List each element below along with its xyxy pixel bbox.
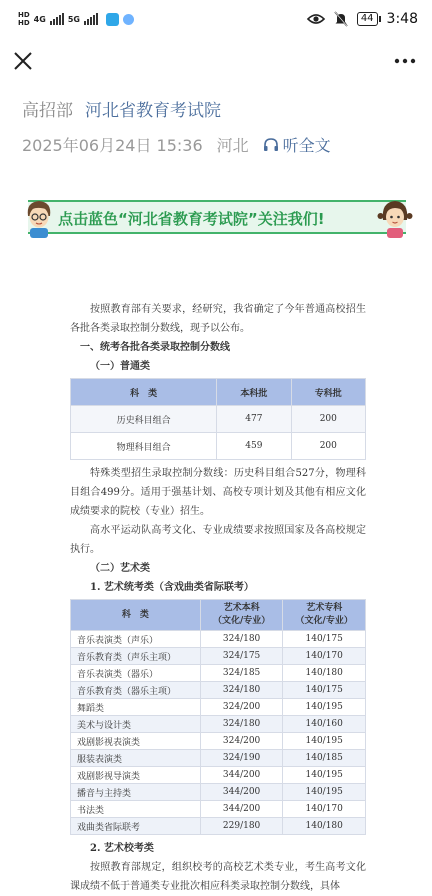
article-header	[22, 96, 422, 156]
boy-avatar-icon	[22, 196, 56, 238]
network-5g-label: 5G	[67, 14, 80, 24]
mute-bell-icon	[334, 11, 348, 27]
art-score-table	[70, 599, 366, 835]
table-cell: 344/200	[200, 767, 283, 784]
outro-paragraph: 按照教育部规定，组织校考的高校艺术类专业，考生高考文化课成绩不低于普通类专业批次相应科类录取控制分数线，具体	[70, 862, 366, 892]
status-bar	[0, 0, 432, 38]
table-cell: 140/175	[283, 682, 366, 699]
hd-indicator: HD HD	[18, 11, 30, 27]
battery-indicator: 44	[357, 12, 378, 26]
table-cell: 音乐教育类（声乐主项）	[71, 648, 201, 665]
account-name-link[interactable]: 河北省教育考试院	[85, 101, 221, 121]
col-header-college: 专科批	[291, 379, 365, 406]
table-cell: 140/195	[283, 733, 366, 750]
art-unified-heading: 1. 艺术统考类（含戏曲类省际联考）	[90, 582, 254, 593]
table-cell: 140/170	[283, 648, 366, 665]
publish-datetime: 2025年06月24日 15:36	[22, 136, 203, 155]
table-cell: 140/195	[283, 784, 366, 801]
table-cell: 音乐表演类（器乐）	[71, 665, 201, 682]
table-cell: 344/200	[200, 801, 283, 818]
table-cell: 140/175	[283, 631, 366, 648]
table-cell: 324/185	[200, 665, 283, 682]
intro-paragraph: 按照教育部有关要求，经研究，我省确定了今年普通高校招生各批各类录取控制分数线，现予以公布。	[70, 304, 366, 334]
table-row	[71, 682, 366, 699]
signal-bars-icon	[50, 13, 64, 25]
table-cell: 播音与主持类	[71, 784, 201, 801]
table-cell: 140/170	[283, 801, 366, 818]
table-cell: 324/180	[200, 682, 283, 699]
meta-line	[22, 133, 422, 156]
article-source: 高招部	[22, 101, 73, 121]
table-row	[71, 665, 366, 682]
table-row	[71, 767, 366, 784]
subsection-general: （一）普通类	[90, 361, 150, 372]
table-cell: 音乐教育类（器乐主项）	[71, 682, 201, 699]
table-cell: 459	[217, 433, 291, 460]
table-row	[71, 433, 366, 460]
table-cell: 140/185	[283, 750, 366, 767]
table-cell: 324/190	[200, 750, 283, 767]
listen-label: 听全文	[282, 136, 331, 155]
special-type-paragraph: 特殊类型招生录取控制分数线：历史科目组合527分，物理科目组合499分。适用于强基计划、高校专项计划及其他有相应文化成绩要求的院校（专业）招生。	[70, 468, 366, 517]
table-cell: 140/180	[283, 665, 366, 682]
table-row	[71, 631, 366, 648]
table-row	[71, 648, 366, 665]
col-header-art-undergrad: 艺术本科 （文化/专业）	[200, 600, 283, 631]
network-4g-label: 4G	[33, 14, 46, 24]
table-cell: 200	[291, 433, 365, 460]
listen-button[interactable]	[263, 133, 331, 156]
table-cell: 戏剧影视表演类	[71, 733, 201, 750]
table-cell: 美术与设计类	[71, 716, 201, 733]
girl-avatar-icon	[378, 196, 412, 238]
col-header-art-college: 艺术专科 （文化/专业）	[283, 600, 366, 631]
table-header-row	[71, 600, 366, 631]
banner-text: 点击蓝色“河北省教育考试院”关注我们!	[58, 210, 325, 228]
table-cell: 140/160	[283, 716, 366, 733]
table-cell: 477	[217, 406, 291, 433]
table-cell: 戏剧影视导演类	[71, 767, 201, 784]
table-cell: 书法类	[71, 801, 201, 818]
table-cell: 140/195	[283, 699, 366, 716]
table-cell: 324/200	[200, 699, 283, 716]
table-cell: 舞蹈类	[71, 699, 201, 716]
table-cell: 344/200	[200, 784, 283, 801]
notice-document	[70, 300, 366, 896]
clock: 3:48	[386, 11, 418, 27]
app-notification-icon	[106, 13, 119, 26]
close-icon[interactable]	[10, 48, 36, 74]
status-left	[18, 11, 134, 27]
table-row	[71, 818, 366, 835]
source-line	[22, 96, 422, 121]
sports-paragraph: 高水平运动队高考文化、专业成绩要求按照国家及各高校规定执行。	[70, 525, 366, 555]
status-right	[307, 11, 418, 27]
nav-bar	[0, 38, 432, 84]
col-header-category: 科 类	[71, 379, 217, 406]
table-cell: 140/195	[283, 767, 366, 784]
table-cell: 音乐表演类（声乐）	[71, 631, 201, 648]
section-heading-1: 一、统考各批各类录取控制分数线	[80, 342, 230, 353]
table-row	[71, 699, 366, 716]
table-cell: 戏曲类省际联考	[71, 818, 201, 835]
follow-banner[interactable]	[22, 196, 412, 238]
table-cell: 140/180	[283, 818, 366, 835]
col-header-category: 科 类	[71, 600, 201, 631]
table-cell: 324/180	[200, 716, 283, 733]
subsection-art: （二）艺术类	[90, 563, 150, 574]
table-cell: 324/175	[200, 648, 283, 665]
eye-icon	[307, 13, 325, 25]
signal-bars-icon-2	[84, 13, 98, 25]
table-row	[71, 784, 366, 801]
headphones-icon	[263, 137, 279, 152]
table-cell: 历史科目组合	[71, 406, 217, 433]
more-menu-icon[interactable]	[394, 58, 416, 64]
table-row	[71, 801, 366, 818]
publish-region: 河北	[216, 136, 249, 155]
table-header-row	[71, 379, 366, 406]
art-school-exam-heading: 2. 艺术校考类	[90, 843, 154, 854]
table-cell: 324/180	[200, 631, 283, 648]
table-cell: 324/200	[200, 733, 283, 750]
table-cell: 200	[291, 406, 365, 433]
table-cell: 服装表演类	[71, 750, 201, 767]
table-row	[71, 406, 366, 433]
table-cell: 229/180	[200, 818, 283, 835]
table-row	[71, 716, 366, 733]
col-header-undergrad: 本科批	[217, 379, 291, 406]
general-score-table	[70, 378, 366, 460]
table-row	[71, 750, 366, 767]
table-row	[71, 733, 366, 750]
app-notification-icon-2	[123, 14, 134, 25]
table-cell: 物理科目组合	[71, 433, 217, 460]
